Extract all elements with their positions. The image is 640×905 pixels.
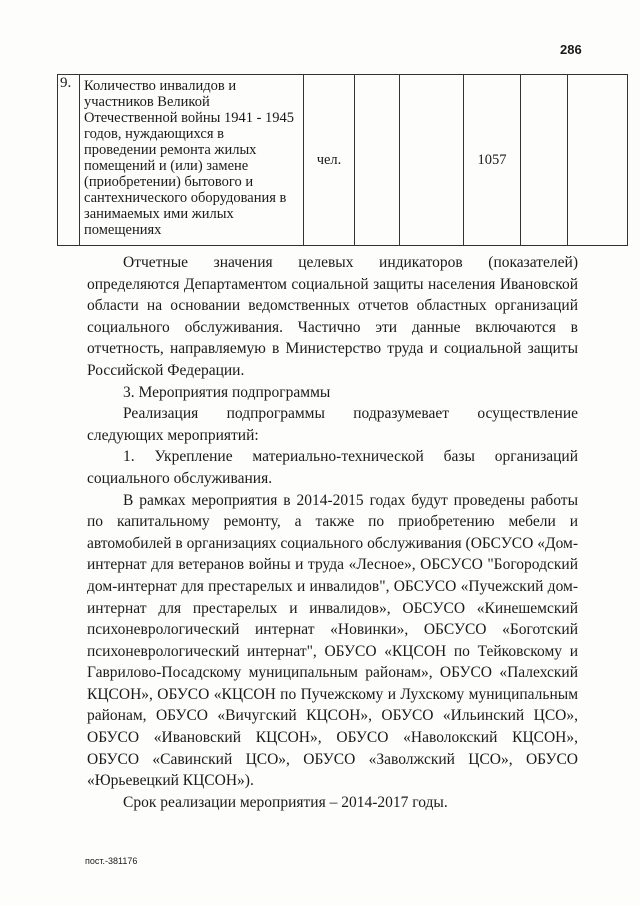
page-number: 286 — [560, 42, 582, 57]
paragraph-implementation: Реализация подпрограммы подразумевает осуществление следующих мероприятий: — [87, 405, 578, 444]
row-number: 9. — [58, 75, 80, 246]
unit-cell: чел. — [304, 75, 355, 246]
paragraph-indicators-reporting: Отчетные значения целевых индикаторов (показателей) определяются Департаментом социальной защиты населения Ивановской области на основании ведомственных отчетов областных организаций социального обслуживания. Частично эти данные включаются в отчетность, направляемую в Министерство труда и социальной защиты Российской Федерации. — [87, 254, 578, 379]
table-row — [58, 75, 628, 246]
indicator-description: Количество инвалидов и участников Великой Отечественной войны 1941 - 1945 годов, нуждающихся в проведении ремонта жилых помещений и (или) замене (приобретении) бытового и сантехнического оборудования в занимаемых ими жилых помещениях — [80, 75, 304, 246]
paragraph-organizations: В рамках мероприятия в 2014-2015 годах будут проведены работы по капитальному ремонту, а также по приобретению мебели и автомобилей в организациях социального обслуживания (ОБСУСО «Дом-интернат для ветеранов войны и труда «Лесное», ОБСУСО "Богородский дом-интернат для престарелых и инвалидов", ОБСУСО «Пучежский дом-интернат для престарелых и инвалидов», ОБСУСО «Кинешемский психоневрологический интернат «Новинки», ОБСУСО «Боготский психоневрологический интернат", ОБУСО «КЦСОН по Тейковскому и Гаврилово-Посадскому муниципальным районам», ОБУСО «Палехский КЦСОН», ОБУСО «КЦСОН по Пучежскому и Лухскому муниципальным районам, ОБУСО «Вичугский КЦСОН», ОБУСО «Ильинский ЦСО», ОБУСО «Ивановский КЦСОН», ОБУСО «Наволокский КЦСОН», ОБУСО «Савинский ЦСО», ОБУСО «Заволжский ЦСО», ОБУСО «Юрьевецкий КЦСОН»). — [87, 491, 578, 790]
paragraph-timeline: Срок реализации мероприятия – 2014-2017 годы. — [123, 793, 448, 811]
value-cell: 1057 — [464, 75, 521, 246]
empty-cell — [568, 75, 628, 246]
empty-cell — [521, 75, 568, 246]
paragraph-measure-1: 1. Укрепление материально-технической базы организаций социального обслуживания. — [87, 448, 578, 487]
document-body — [87, 252, 578, 813]
empty-cell — [400, 75, 464, 246]
section-heading: 3. Мероприятия подпрограммы — [123, 383, 331, 401]
indicator-table — [57, 74, 628, 246]
document-code: пост.-381176 — [85, 856, 138, 866]
empty-cell — [355, 75, 400, 246]
